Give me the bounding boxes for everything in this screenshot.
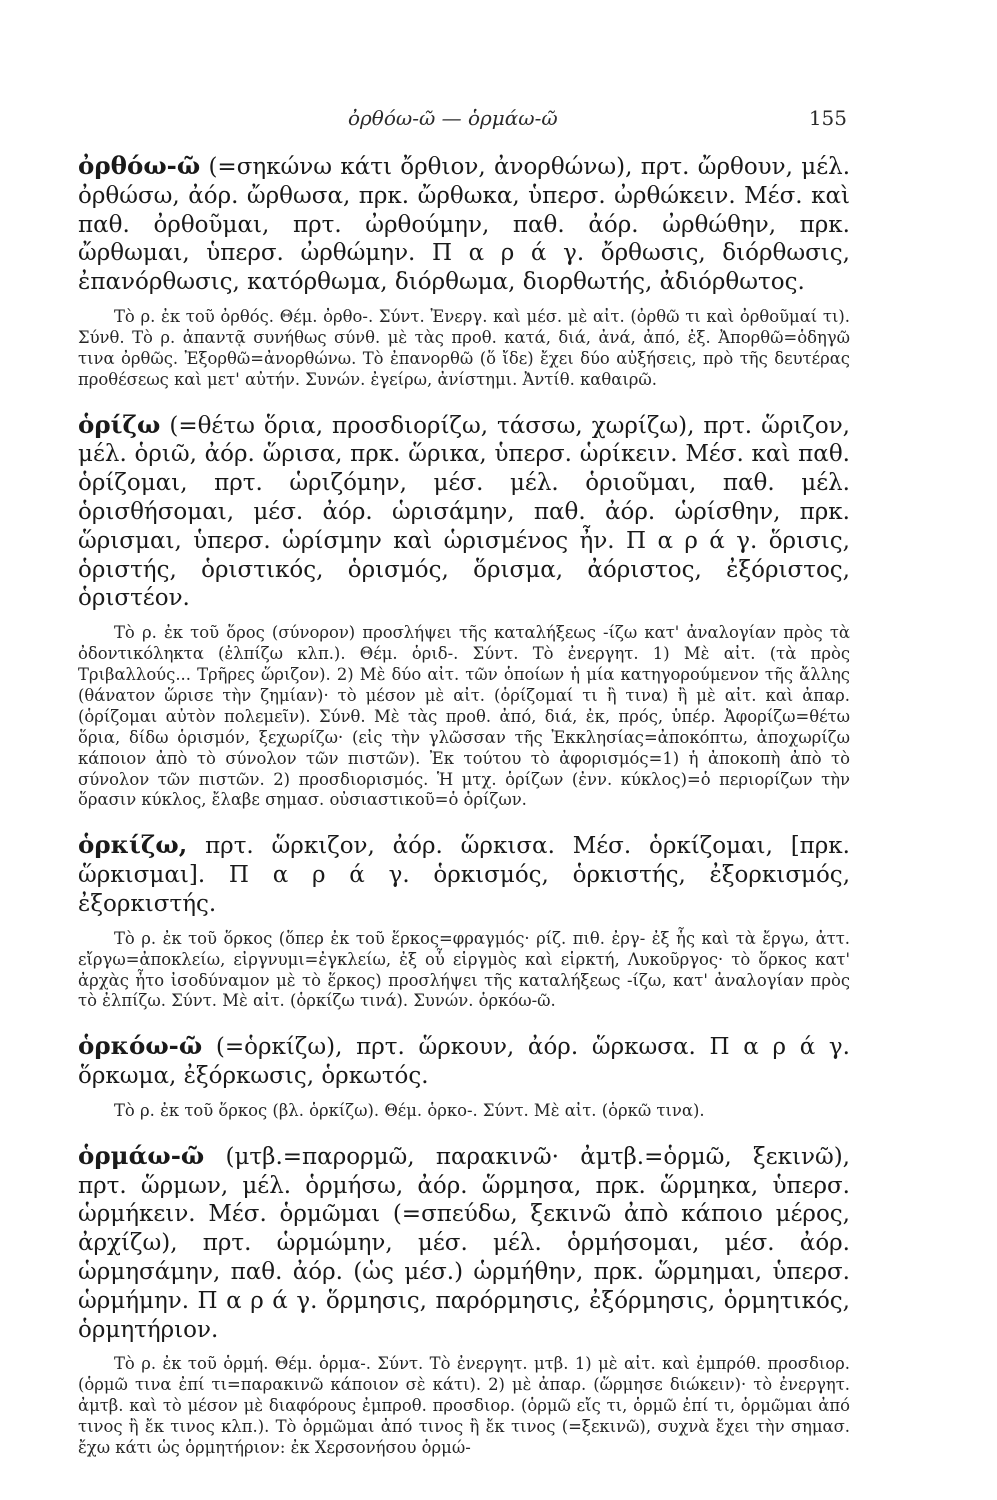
- entry-note: Τὸ ρ. ἐκ τοῦ ὁρμή. Θέμ. ὁρμα-. Σύντ. Τὸ ἐνεργητ. μτβ. 1) μὲ αἰτ. καὶ ἐμπρόθ. προσδιορ. (ὁρμῶ τινα ἐπί τι=παρακινῶ κάποιον σὲ κάτι). 2) μὲ ἀπαρ. (ὥρμησε διώκειν)· τὸ ἐνεργητ. ἀμτβ. καὶ τὸ μέσον μὲ διαφόρους ἐμπροθ. προσδιορ. (ὁρμῶ εἴς τι, ὁρμῶ ἐπί τι, ὁρμῶμαι ἀπό τινος ἢ ἔκ τινος κλπ.). Τὸ ὁρμῶμαι ἀπό τινος ἢ ἔκ τινος (=ξεκινῶ), συχνὰ ἔχει τὴν σημασ. ἔχω κάτι ὡς ὁρμητήριον: ἐκ Χερσονήσου ὁρμώ-: [78, 1354, 850, 1458]
- entry-main-text: [78, 1142, 850, 1345]
- headword: ὁρμάω-ῶ: [78, 1140, 205, 1170]
- entry-note: Τὸ ρ. ἐκ τοῦ ὅρκος (ὅπερ ἐκ τοῦ ἕρκος=φραγμός· ρίζ. πιθ. ἐργ- ἐξ ἧς καὶ τὰ ἔργω, ἀττ. εἴργω=ἀποκλείω, εἰργνυμι=ἐγκλείω, ἐξ οὗ εἱργμὸς καὶ εἱρκτή, Λυκοῦργος· τὸ ὅρκος κατ' ἀρχὰς ἦτο ἰσοδύναμον μὲ τὸ ἕρκος) προσλήψει τῆς καταλήξεως -ίζω, κατ' ἀναλογίαν πρὸς τὸ ἐλπίζω. Σύντ. Μὲ αἰτ. (ὁρκίζω τινά). Συνών. ὁρκόω-ῶ.: [78, 928, 850, 1011]
- page-number: 155: [808, 106, 847, 130]
- entry-main-text: [78, 1032, 850, 1091]
- entry-ormao: [78, 1142, 850, 1459]
- entry-note: Τὸ ρ. ἐκ τοῦ ὀρθός. Θέμ. ὀρθο-. Σύντ. Ἐνεργ. καὶ μέσ. μὲ αἰτ. (ὀρθῶ τι καὶ ὀρθοῦμαί τι). Σύνθ. Τὸ ρ. ἀπαντᾷ συνήθως σύνθ. μὲ τὰς προθ. κατά, διά, ἀνά, ἀπό, ἐξ. Ἀπορθῶ=ὁδηγῶ τινα ὀρθῶς. Ἐξορθῶ=ἀνορθώνω. Τὸ ἐπανορθῶ (ὅ ἴδε) ἔχει δύο αὐξήσεις, πρὸ τῆς δευτέρας προθέσεως καὶ μετ' αὐτήν. Συνών. ἐγείρω, ἀνίστημι. Ἀντίθ. καθαιρῶ.: [78, 306, 850, 389]
- headword: ὀρθόω-ῶ: [78, 151, 201, 180]
- entry-note: Τὸ ρ. ἐκ τοῦ ὅρκος (βλ. ὁρκίζω). Θέμ. ὁρκο-. Σύντ. Μὲ αἰτ. (ὁρκῶ τινα).: [114, 1100, 705, 1120]
- running-head: [78, 102, 847, 136]
- entry-main-text: [78, 831, 850, 918]
- entry-main-text: [78, 152, 850, 297]
- headword: ὁρκίζω,: [78, 830, 188, 860]
- entry-orkoo: [78, 1032, 850, 1122]
- running-title: ὀρθόω-ῶ — ὁρμάω-ῶ: [348, 106, 558, 130]
- entry-main-text: [78, 411, 850, 614]
- headword: ὁρκόω-ῶ: [78, 1031, 203, 1061]
- entries: [78, 152, 850, 1479]
- entry-orthoo: [78, 152, 850, 391]
- entry-definition: (=θέτω ὅρια, προσδιορίζω, τάσσω, χωρίζω), πρτ. ὥριζον, μέλ. ὁριῶ, ἀόρ. ὥρισα, πρκ. ὥρικα, ὑπερσ. ὡρίκειν. Μέσ. καὶ παθ. ὁρίζομαι, πρτ. ὡριζόμην, μέσ. μέλ. ὁριοῦμαι, παθ. μέλ. ὁρισθήσομαι, μέσ. ἀόρ. ὡρισάμην, παθ. ἀόρ. ὡρίσθην, πρκ. ὥρισμαι, ὑπερσ. ὡρίσμην καὶ ὡρισμένος ἦν. Π α ρ ά γ. ὅρισις, ὁριστής, ὁριστικός, ὁρισμός, ὅρισμα, ἀόριστος, ἐξόριστος, ὁριστέον.: [78, 412, 850, 612]
- entry-definition: (μτβ.=παρορμῶ, παρακινῶ· ἀμτβ.=ὁρμῶ, ξεκινῶ), πρτ. ὥρμων, μέλ. ὁρμήσω, ἀόρ. ὥρμησα, πρκ. ὥρμηκα, ὑπερσ. ὡρμήκειν. Μέσ. ὁρμῶμαι (=σπεύδω, ξεκινῶ ἀπὸ κάποιο μέρος, ἀρχίζω), πρτ. ὡρμώμην, μέσ. μέλ. ὁρμήσομαι, μέσ. ἀόρ. ὡρμησάμην, παθ. ἀόρ. (ὡς μέσ.) ὡρμήθην, πρκ. ὥρμημαι, ὑπερσ. ὡρμήμην. Π α ρ ά γ. ὅρμησις, παρόρμησις, ἐξόρμησις, ὁρμητικός, ὁρμητήριον.: [78, 1143, 850, 1343]
- entry-orizo: [78, 411, 850, 812]
- entry-note: Τὸ ρ. ἐκ τοῦ ὅρος (σύνορον) προσλήψει τῆς καταλήξεως -ίζω κατ' ἀναλογίαν πρὸς τὰ ὀδοντικόληκτα (ἐλπίζω κλπ.). Θέμ. ὁριδ-. Σύντ. Τὸ ἐνεργητ. 1) Μὲ αἰτ. (τὰ πρὸς Τριβαλλούς... Τρῆρες ὥριζον). 2) Μὲ δύο αἰτ. τῶν ὁποίων ἡ μία κατηγορούμενον τῆς ἄλλης (θάνατον ὥρισε τὴν ζημίαν)· τὸ μέσον μὲ αἰτ. (ὁρίζομαί τι ἢ τινα) ἢ μὲ αἰτ. καὶ ἀπαρ. (ὁρίζομαι αὐτὸν πολεμεῖν). Σύνθ. Μὲ τὰς προθ. ἀπό, διά, ἐκ, πρός, ὑπέρ. Ἀφορίζω=θέτω ὅρια, δίδω ὁρισμόν, ξεχωρίζω· (εἰς τὴν γλῶσσαν τῆς Ἐκκλησίας=ἀποκόπτω, ἀποχωρίζω κάποιον ἀπὸ τὸ σύνολον τῶν πιστῶν). Ἐκ τούτου τὸ ἀφορισμός=1) ἡ ἀποκοπὴ ἀπὸ τὸ σύνολον τῶν πιστῶν. 2) προσδιορισμός. Ἡ μτχ. ὁρίζων (ἐνν. κύκλος)=ὁ περιορίζων τὴν ὅρασιν κύκλος, ἔλαβε σημασ. οὐσιαστικοῦ=ὁ ὁρίζων.: [78, 623, 850, 810]
- entry-definition: (=σηκώνω κάτι ὄρθιον, ἀνορθώνω), πρτ. ὤρθουν, μέλ. ὀρθώσω, ἀόρ. ὤρθωσα, πρκ. ὤρθωκα, ὑπερσ. ὠρθώκειν. Μέσ. καὶ παθ. ὀρθοῦμαι, πρτ. ὠρθούμην, παθ. ἀόρ. ὠρθώθην, πρκ. ὤρθωμαι, ὑπερσ. ὠρθώμην. Π α ρ ά γ. ὄρθωσις, διόρθωσις, ἐπανόρθωσις, κατόρθωμα, διόρθωμα, διορθωτής, ἀδιόρθωτος.: [78, 154, 851, 296]
- entry-orkizo: [78, 831, 850, 1012]
- headword: ὁρίζω: [78, 409, 161, 439]
- entry-definition: (=ὁρκίζω), πρτ. ὥρκουν, ἀόρ. ὥρκωσα. Π α ρ ά γ. ὅρκωμα, ἐξόρκωσις, ὁρκωτός.: [78, 1034, 850, 1090]
- entry-definition: πρτ. ὥρκιζον, ἀόρ. ὥρκισα. Μέσ. ὁρκίζομαι, [πρκ. ὥρκισμαι]. Π α ρ ά γ. ὁρκισμός, ὁρκιστής, ἐξορκισμός, ἐξορκιστής.: [78, 833, 850, 917]
